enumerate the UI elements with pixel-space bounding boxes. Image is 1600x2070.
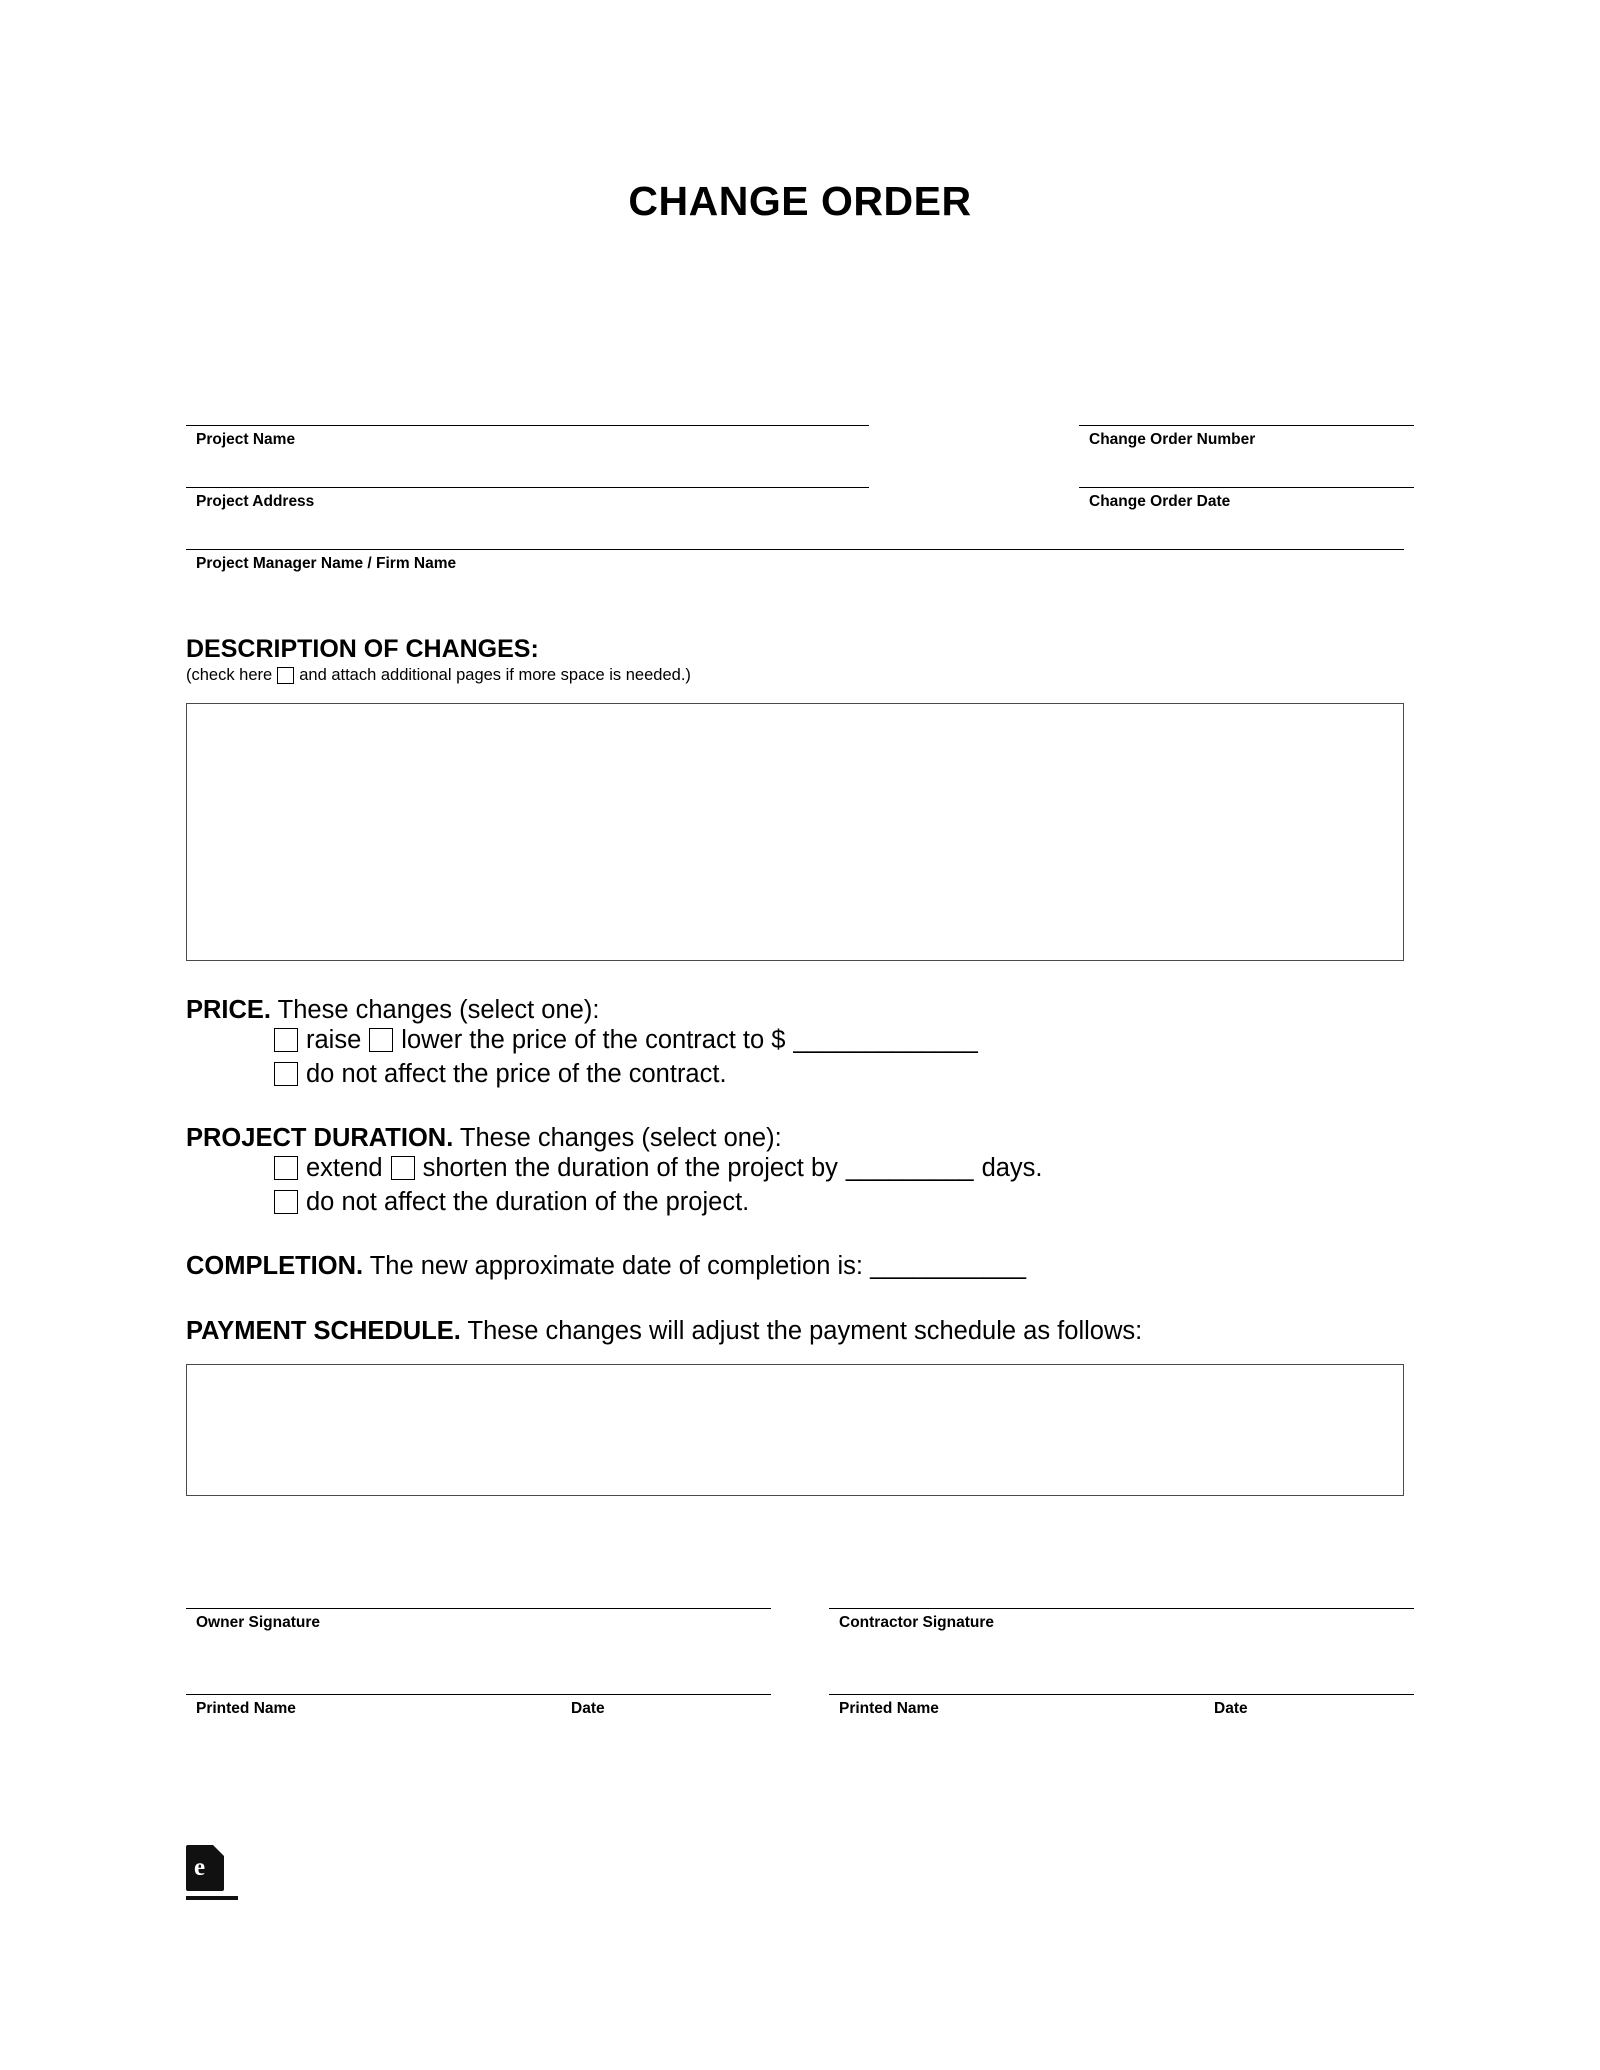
duration-intro: These changes (select one): xyxy=(459,1124,782,1153)
duration-extend-checkbox[interactable] xyxy=(274,1156,298,1180)
contractor-signature-field[interactable] xyxy=(829,1608,1414,1632)
logo-underline xyxy=(186,1896,238,1900)
duration-days-blank[interactable]: _________ xyxy=(845,1154,974,1183)
owner-signature-field[interactable] xyxy=(186,1608,771,1632)
description-textarea[interactable] xyxy=(186,703,1404,961)
contractor-date-label: Date xyxy=(1214,1699,1248,1717)
logo-letter: e xyxy=(194,1854,206,1881)
owner-printed-labels xyxy=(186,1695,771,1718)
project-address-label: Project Address xyxy=(196,493,315,510)
description-note-before: (check here xyxy=(186,666,273,684)
owner-signature-label: Owner Signature xyxy=(196,1613,321,1631)
payment-schedule-text: These changes will adjust the payment schedule as follows: xyxy=(467,1316,1143,1345)
owner-date-label: Date xyxy=(571,1699,605,1717)
duration-shorten-label: shorten the duration of the project by xyxy=(422,1154,838,1183)
price-heading: PRICE. xyxy=(186,996,272,1024)
price-amount-blank[interactable]: _____________ xyxy=(793,1026,978,1055)
price-raise-checkbox[interactable] xyxy=(274,1028,298,1052)
duration-shorten-checkbox[interactable] xyxy=(391,1156,415,1180)
project-name-label: Project Name xyxy=(196,431,296,448)
document-content xyxy=(186,0,1414,1718)
duration-option-row-1 xyxy=(274,1153,1414,1183)
description-section xyxy=(186,635,1414,961)
page-title: CHANGE ORDER xyxy=(628,178,972,224)
duration-heading: PROJECT DURATION. xyxy=(186,1124,454,1153)
contractor-signature-labels xyxy=(829,1609,1414,1632)
completion-heading: COMPLETION. xyxy=(186,1252,364,1281)
duration-option-row-2 xyxy=(274,1187,1414,1217)
contractor-printed-name-label: Printed Name xyxy=(839,1699,939,1717)
duration-days-word: days. xyxy=(981,1154,1043,1183)
price-option-row-2 xyxy=(274,1059,1414,1089)
signature-row xyxy=(186,1608,1414,1632)
payment-schedule-textarea[interactable] xyxy=(186,1364,1404,1496)
signature-block xyxy=(186,1608,1414,1718)
attach-pages-checkbox[interactable] xyxy=(277,667,294,684)
project-manager-label: Project Manager Name / Firm Name xyxy=(196,555,457,572)
spacer xyxy=(186,449,1414,487)
duration-extend-label: extend xyxy=(306,1154,383,1183)
price-section xyxy=(186,995,1414,1089)
spacer xyxy=(186,511,1414,549)
change-order-number-label: Change Order Number xyxy=(1089,431,1256,448)
printed-name-row xyxy=(186,1694,1414,1718)
description-heading: DESCRIPTION OF CHANGES: xyxy=(186,635,539,663)
duration-section xyxy=(186,1123,1414,1217)
contractor-signature-label: Contractor Signature xyxy=(839,1613,995,1631)
payment-schedule-heading: PAYMENT SCHEDULE. xyxy=(186,1316,461,1345)
price-lower-checkbox[interactable] xyxy=(369,1028,393,1052)
price-intro: These changes (select one): xyxy=(277,996,600,1024)
owner-printed-name-label: Printed Name xyxy=(196,1699,296,1717)
duration-intro-line xyxy=(186,1123,1414,1153)
payment-schedule-section xyxy=(186,1316,1414,1496)
description-note-after: and attach additional pages if more space is needed.) xyxy=(299,666,691,684)
duration-no-effect-label: do not affect the duration of the project. xyxy=(306,1188,750,1217)
change-order-number-field[interactable] xyxy=(1079,425,1414,449)
project-address-field[interactable] xyxy=(186,487,869,511)
change-order-date-field[interactable] xyxy=(1079,487,1414,511)
header-row-1 xyxy=(186,425,1414,449)
project-name-field[interactable] xyxy=(186,425,869,449)
price-raise-label: raise xyxy=(306,1026,362,1055)
contractor-printed-labels xyxy=(829,1695,1414,1718)
price-option-row-1 xyxy=(274,1025,1414,1055)
description-note xyxy=(186,666,1414,685)
price-intro-line xyxy=(186,995,1414,1025)
header-row-2 xyxy=(186,487,1414,511)
completion-date-blank[interactable]: ___________ xyxy=(870,1252,1027,1281)
price-no-effect-label: do not affect the price of the contract. xyxy=(306,1060,727,1089)
spacer xyxy=(186,573,1414,635)
header-row-3 xyxy=(186,549,1414,573)
project-manager-field[interactable] xyxy=(186,549,1404,573)
completion-text: The new approximate date of completion is: xyxy=(369,1252,863,1281)
owner-printed-name-field[interactable] xyxy=(186,1694,771,1718)
eforms-logo xyxy=(186,1845,246,1900)
price-no-effect-checkbox[interactable] xyxy=(274,1062,298,1086)
spacer xyxy=(186,1632,1414,1694)
contractor-printed-name-field[interactable] xyxy=(829,1694,1414,1718)
header-fields xyxy=(186,425,1414,573)
completion-section xyxy=(186,1251,1414,1281)
document-icon xyxy=(186,1845,224,1891)
change-order-date-label: Change Order Date xyxy=(1089,493,1231,510)
owner-signature-labels xyxy=(186,1609,771,1632)
duration-no-effect-checkbox[interactable] xyxy=(274,1190,298,1214)
price-lower-label: lower the price of the contract to $ xyxy=(401,1026,786,1055)
